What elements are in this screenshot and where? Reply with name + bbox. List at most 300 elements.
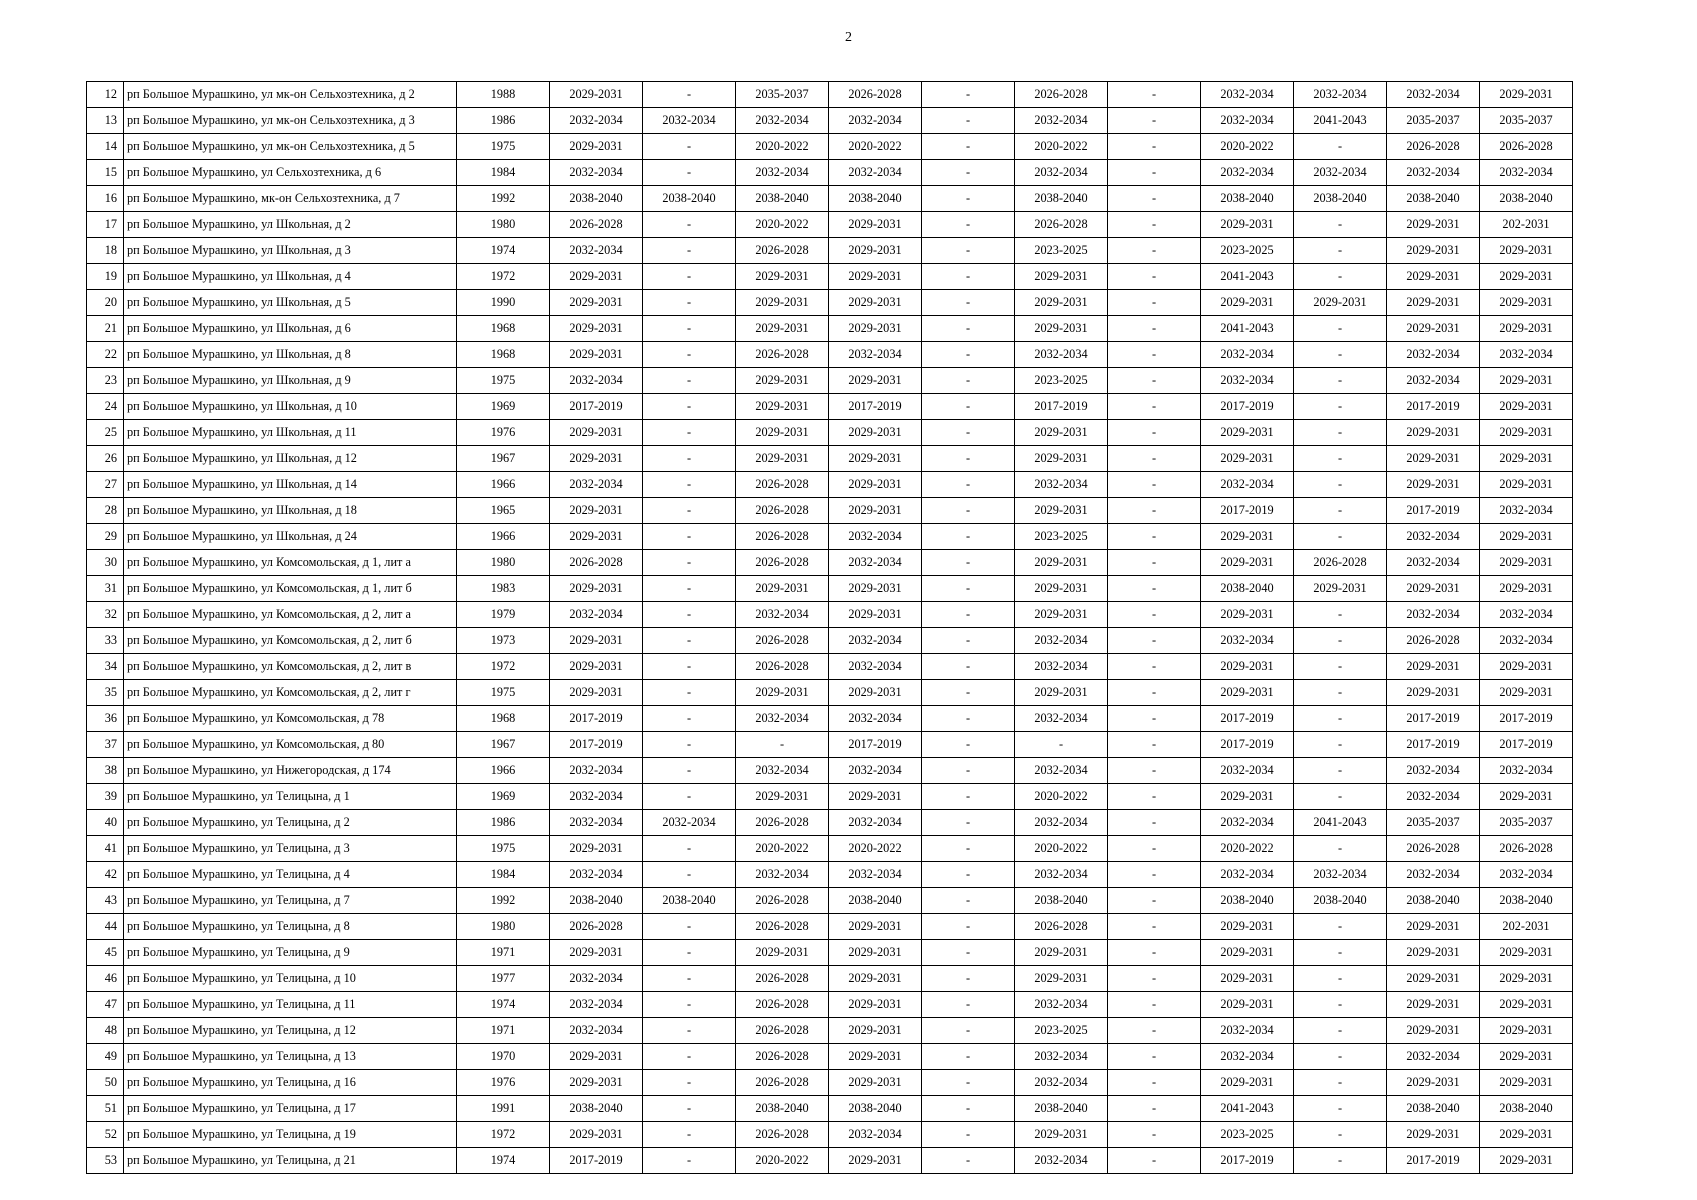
period-cell: 2032-2034 [829, 628, 922, 654]
address-cell: рп Большое Мурашкино, ул Школьная, д 8 [124, 342, 457, 368]
period-cell: 2029-2031 [1480, 1018, 1573, 1044]
period-cell: 2017-2019 [1015, 394, 1108, 420]
period-cell: - [643, 550, 736, 576]
period-cell: 2032-2034 [1387, 368, 1480, 394]
period-cell: 2017-2019 [1480, 706, 1573, 732]
row-number-cell: 20 [87, 290, 124, 316]
row-number-cell: 41 [87, 836, 124, 862]
year-cell: 1984 [457, 160, 550, 186]
period-cell: 2026-2028 [736, 810, 829, 836]
address-cell: рп Большое Мурашкино, ул Телицына, д 9 [124, 940, 457, 966]
address-cell: рп Большое Мурашкино, ул Комсомольская, д 78 [124, 706, 457, 732]
address-cell: рп Большое Мурашкино, ул Нижегородская, д 174 [124, 758, 457, 784]
period-cell: 2029-2031 [550, 836, 643, 862]
period-cell: - [922, 160, 1015, 186]
period-cell: 2032-2034 [550, 160, 643, 186]
period-cell: - [1108, 888, 1201, 914]
period-cell: - [643, 446, 736, 472]
period-cell: 2032-2034 [1387, 550, 1480, 576]
period-cell: 2038-2040 [643, 186, 736, 212]
year-cell: 1968 [457, 316, 550, 342]
period-cell: 2032-2034 [1387, 784, 1480, 810]
period-cell: 2029-2031 [550, 680, 643, 706]
address-cell: рп Большое Мурашкино, ул Телицына, д 21 [124, 1148, 457, 1174]
period-cell: 2029-2031 [829, 966, 922, 992]
period-cell: 2038-2040 [1015, 1096, 1108, 1122]
period-cell: - [643, 160, 736, 186]
row-number-cell: 51 [87, 1096, 124, 1122]
row-number-cell: 42 [87, 862, 124, 888]
period-cell: 2029-2031 [736, 420, 829, 446]
period-cell: 2026-2028 [736, 654, 829, 680]
period-cell: - [922, 186, 1015, 212]
period-cell: 2017-2019 [1387, 732, 1480, 758]
period-cell: 2029-2031 [829, 1148, 922, 1174]
period-cell: - [922, 446, 1015, 472]
address-cell: рп Большое Мурашкино, ул Телицына, д 12 [124, 1018, 457, 1044]
period-cell: 2029-2031 [1387, 992, 1480, 1018]
period-cell: 2029-2031 [1201, 992, 1294, 1018]
row-number-cell: 38 [87, 758, 124, 784]
period-cell: - [922, 784, 1015, 810]
period-cell: 2029-2031 [1480, 238, 1573, 264]
period-cell: - [736, 732, 829, 758]
period-cell: - [1108, 342, 1201, 368]
year-cell: 1967 [457, 732, 550, 758]
period-cell: - [1108, 602, 1201, 628]
table-row [87, 966, 1573, 992]
period-cell: 2032-2034 [550, 992, 643, 1018]
period-cell: - [1108, 1096, 1201, 1122]
period-cell: - [1108, 732, 1201, 758]
period-cell: 2020-2022 [1201, 134, 1294, 160]
row-number-cell: 14 [87, 134, 124, 160]
period-cell: 2029-2031 [1201, 212, 1294, 238]
period-cell: 2032-2034 [1480, 160, 1573, 186]
year-cell: 1991 [457, 1096, 550, 1122]
period-cell: - [1294, 394, 1387, 420]
year-cell: 1966 [457, 472, 550, 498]
period-cell: 2038-2040 [1201, 576, 1294, 602]
period-cell: 2029-2031 [736, 446, 829, 472]
period-cell: - [1294, 238, 1387, 264]
address-cell: рп Большое Мурашкино, ул Школьная, д 2 [124, 212, 457, 238]
year-cell: 1974 [457, 992, 550, 1018]
period-cell: 2026-2028 [736, 498, 829, 524]
period-cell: - [643, 238, 736, 264]
period-cell: 2029-2031 [1201, 914, 1294, 940]
year-cell: 1990 [457, 290, 550, 316]
period-cell: 202-2031 [1480, 914, 1573, 940]
year-cell: 1972 [457, 1122, 550, 1148]
period-cell: 2032-2034 [1015, 472, 1108, 498]
row-number-cell: 24 [87, 394, 124, 420]
period-cell: 2026-2028 [736, 1122, 829, 1148]
period-cell: 2032-2034 [829, 810, 922, 836]
period-cell: 2029-2031 [1201, 446, 1294, 472]
period-cell: 2029-2031 [1387, 264, 1480, 290]
period-cell: 2038-2040 [1201, 888, 1294, 914]
table-row [87, 82, 1573, 108]
period-cell: 2029-2031 [1387, 290, 1480, 316]
period-cell: 2041-2043 [1294, 108, 1387, 134]
period-cell: 2029-2031 [550, 420, 643, 446]
period-cell: - [643, 368, 736, 394]
period-cell: 2026-2028 [550, 212, 643, 238]
period-cell: 2032-2034 [1387, 758, 1480, 784]
period-cell: 2026-2028 [736, 342, 829, 368]
period-cell: 2032-2034 [1015, 706, 1108, 732]
period-cell: 2029-2031 [829, 498, 922, 524]
period-cell: - [1294, 1096, 1387, 1122]
period-cell: - [1294, 212, 1387, 238]
year-cell: 1968 [457, 342, 550, 368]
period-cell: 2035-2037 [1387, 810, 1480, 836]
year-cell: 1976 [457, 420, 550, 446]
period-cell: 2035-2037 [1480, 810, 1573, 836]
table-row [87, 628, 1573, 654]
period-cell: 2032-2034 [1201, 108, 1294, 134]
row-number-cell: 15 [87, 160, 124, 186]
period-cell: - [643, 1096, 736, 1122]
year-cell: 1965 [457, 498, 550, 524]
period-cell: 2029-2031 [1015, 264, 1108, 290]
period-cell: 2032-2034 [1480, 498, 1573, 524]
period-cell: 2029-2031 [1387, 914, 1480, 940]
period-cell: - [1108, 524, 1201, 550]
row-number-cell: 22 [87, 342, 124, 368]
period-cell: - [1108, 316, 1201, 342]
period-cell: 2029-2031 [829, 1018, 922, 1044]
period-cell: - [1294, 524, 1387, 550]
table-row [87, 342, 1573, 368]
period-cell: 2029-2031 [1387, 1070, 1480, 1096]
row-number-cell: 29 [87, 524, 124, 550]
period-cell: 2032-2034 [1015, 810, 1108, 836]
table-row [87, 472, 1573, 498]
period-cell: 2032-2034 [829, 1122, 922, 1148]
period-cell: 2029-2031 [1480, 992, 1573, 1018]
table-row [87, 862, 1573, 888]
period-cell: 2020-2022 [829, 134, 922, 160]
period-cell: - [1294, 966, 1387, 992]
period-cell: - [1108, 992, 1201, 1018]
period-cell: 2029-2031 [736, 316, 829, 342]
period-cell: 2041-2043 [1201, 316, 1294, 342]
period-cell: 2029-2031 [1480, 550, 1573, 576]
year-cell: 1980 [457, 212, 550, 238]
period-cell: 2029-2031 [550, 498, 643, 524]
period-cell: 2038-2040 [1294, 888, 1387, 914]
period-cell: - [922, 602, 1015, 628]
period-cell: - [643, 498, 736, 524]
row-number-cell: 23 [87, 368, 124, 394]
period-cell: - [643, 1122, 736, 1148]
period-cell: - [1294, 1018, 1387, 1044]
period-cell: - [1108, 264, 1201, 290]
period-cell: 2029-2031 [829, 992, 922, 1018]
period-cell: 2029-2031 [829, 576, 922, 602]
address-cell: рп Большое Мурашкино, ул Телицына, д 2 [124, 810, 457, 836]
period-cell: 2029-2031 [1201, 420, 1294, 446]
period-cell: 2029-2031 [1201, 784, 1294, 810]
period-cell: 2020-2022 [736, 1148, 829, 1174]
period-cell: - [922, 680, 1015, 706]
period-cell: - [643, 836, 736, 862]
period-cell: 2032-2034 [1015, 862, 1108, 888]
period-cell: 2032-2034 [829, 108, 922, 134]
period-cell: 2029-2031 [829, 472, 922, 498]
period-cell: 2029-2031 [736, 940, 829, 966]
period-cell: 2038-2040 [1387, 186, 1480, 212]
period-cell: 2032-2034 [1201, 160, 1294, 186]
period-cell: 2029-2031 [550, 316, 643, 342]
period-cell: 2032-2034 [829, 524, 922, 550]
period-cell: 2029-2031 [829, 784, 922, 810]
period-cell: 2026-2028 [1294, 550, 1387, 576]
address-cell: рп Большое Мурашкино, ул Школьная, д 3 [124, 238, 457, 264]
year-cell: 1969 [457, 784, 550, 810]
period-cell: - [922, 316, 1015, 342]
period-cell: 2017-2019 [1201, 498, 1294, 524]
address-cell: рп Большое Мурашкино, ул Телицына, д 8 [124, 914, 457, 940]
period-cell: 2032-2034 [643, 810, 736, 836]
address-cell: рп Большое Мурашкино, ул Телицына, д 4 [124, 862, 457, 888]
period-cell: 2017-2019 [829, 394, 922, 420]
period-cell: - [922, 420, 1015, 446]
table-row [87, 264, 1573, 290]
period-cell: 2026-2028 [736, 524, 829, 550]
period-cell: - [643, 628, 736, 654]
period-cell: - [643, 472, 736, 498]
period-cell: 2029-2031 [1387, 238, 1480, 264]
period-cell: 2023-2025 [1015, 368, 1108, 394]
period-cell: 2017-2019 [1480, 732, 1573, 758]
period-cell: 2032-2034 [829, 550, 922, 576]
year-cell: 1971 [457, 1018, 550, 1044]
period-cell: - [1294, 758, 1387, 784]
period-cell: 2032-2034 [1015, 992, 1108, 1018]
address-cell: рп Большое Мурашкино, ул мк-он Сельхозтехника, д 5 [124, 134, 457, 160]
period-cell: 2029-2031 [736, 264, 829, 290]
table-row [87, 108, 1573, 134]
period-cell: - [922, 238, 1015, 264]
period-cell: - [922, 472, 1015, 498]
period-cell: 2032-2034 [1201, 472, 1294, 498]
period-cell: - [1108, 1122, 1201, 1148]
period-cell: 2029-2031 [1387, 940, 1480, 966]
period-cell: 2032-2034 [1387, 862, 1480, 888]
period-cell: - [1108, 82, 1201, 108]
year-cell: 1975 [457, 368, 550, 394]
period-cell: - [922, 628, 1015, 654]
period-cell: 2020-2022 [1015, 134, 1108, 160]
period-cell: 2026-2028 [1480, 134, 1573, 160]
period-cell: - [1294, 654, 1387, 680]
period-cell: 2029-2031 [550, 1070, 643, 1096]
period-cell: - [1108, 108, 1201, 134]
period-cell: 2029-2031 [1387, 680, 1480, 706]
period-cell: 2032-2034 [1294, 82, 1387, 108]
period-cell: 2032-2034 [1201, 82, 1294, 108]
period-cell: 2032-2034 [1015, 342, 1108, 368]
period-cell: - [922, 342, 1015, 368]
period-cell: 2026-2028 [736, 628, 829, 654]
period-cell: 2029-2031 [1480, 1122, 1573, 1148]
row-number-cell: 36 [87, 706, 124, 732]
row-number-cell: 45 [87, 940, 124, 966]
table-row [87, 1018, 1573, 1044]
period-cell: - [643, 602, 736, 628]
period-cell: 2029-2031 [829, 368, 922, 394]
table-row [87, 654, 1573, 680]
year-cell: 1968 [457, 706, 550, 732]
period-cell: - [922, 1018, 1015, 1044]
period-cell: - [643, 1044, 736, 1070]
table-row [87, 394, 1573, 420]
year-cell: 1975 [457, 836, 550, 862]
period-cell: 2020-2022 [1015, 836, 1108, 862]
table-row [87, 238, 1573, 264]
year-cell: 1992 [457, 888, 550, 914]
period-cell: 2026-2028 [736, 966, 829, 992]
period-cell: - [1294, 134, 1387, 160]
year-cell: 1975 [457, 134, 550, 160]
period-cell: 2032-2034 [550, 602, 643, 628]
row-number-cell: 26 [87, 446, 124, 472]
period-cell: 2029-2031 [829, 602, 922, 628]
period-cell: 2029-2031 [1015, 550, 1108, 576]
period-cell: 2029-2031 [736, 680, 829, 706]
address-cell: рп Большое Мурашкино, ул Телицына, д 3 [124, 836, 457, 862]
period-cell: 2029-2031 [1480, 940, 1573, 966]
period-cell: - [643, 1070, 736, 1096]
period-cell: - [922, 498, 1015, 524]
period-cell: - [1294, 706, 1387, 732]
period-cell: 2029-2031 [1201, 524, 1294, 550]
period-cell: 2026-2028 [736, 238, 829, 264]
row-number-cell: 43 [87, 888, 124, 914]
period-cell: 2032-2034 [736, 706, 829, 732]
period-cell: 2029-2031 [1387, 446, 1480, 472]
period-cell: - [922, 212, 1015, 238]
row-number-cell: 17 [87, 212, 124, 238]
year-cell: 1966 [457, 524, 550, 550]
period-cell: 2032-2034 [1294, 862, 1387, 888]
period-cell: 2032-2034 [1201, 810, 1294, 836]
period-cell: 2029-2031 [1387, 966, 1480, 992]
period-cell: 2035-2037 [1480, 108, 1573, 134]
period-cell: - [922, 706, 1015, 732]
year-cell: 1980 [457, 550, 550, 576]
period-cell: 2017-2019 [1387, 1148, 1480, 1174]
period-cell: 2032-2034 [1387, 1044, 1480, 1070]
period-cell: - [922, 836, 1015, 862]
table-row [87, 992, 1573, 1018]
period-cell: 2041-2043 [1294, 810, 1387, 836]
period-cell: 2029-2031 [1387, 472, 1480, 498]
period-cell: 2038-2040 [736, 1096, 829, 1122]
period-cell: - [643, 732, 736, 758]
period-cell: 2029-2031 [736, 290, 829, 316]
period-cell: - [922, 1044, 1015, 1070]
row-number-cell: 34 [87, 654, 124, 680]
period-cell: - [643, 758, 736, 784]
table-row [87, 940, 1573, 966]
period-cell: - [922, 1070, 1015, 1096]
period-cell: 2026-2028 [1015, 914, 1108, 940]
address-cell: рп Большое Мурашкино, ул Школьная, д 24 [124, 524, 457, 550]
period-cell: 2029-2031 [829, 290, 922, 316]
period-cell: - [922, 524, 1015, 550]
period-cell: 2032-2034 [1201, 628, 1294, 654]
row-number-cell: 48 [87, 1018, 124, 1044]
period-cell: 2032-2034 [1480, 342, 1573, 368]
period-cell: - [922, 82, 1015, 108]
table-row [87, 706, 1573, 732]
period-cell: 2032-2034 [1480, 758, 1573, 784]
period-cell: 2026-2028 [1387, 134, 1480, 160]
period-cell: 2032-2034 [1015, 160, 1108, 186]
period-cell: - [1294, 1044, 1387, 1070]
table-row [87, 888, 1573, 914]
period-cell: 2041-2043 [1201, 264, 1294, 290]
period-cell: - [1108, 914, 1201, 940]
period-cell: 2023-2025 [1201, 1122, 1294, 1148]
row-number-cell: 32 [87, 602, 124, 628]
period-cell: - [1294, 628, 1387, 654]
table-row [87, 784, 1573, 810]
period-cell: - [922, 1122, 1015, 1148]
address-cell: рп Большое Мурашкино, ул Комсомольская, д 2, лит б [124, 628, 457, 654]
period-cell: 2029-2031 [1480, 446, 1573, 472]
period-cell: 2029-2031 [1387, 212, 1480, 238]
period-cell: 2029-2031 [1480, 784, 1573, 810]
table-row [87, 1044, 1573, 1070]
period-cell: 2026-2028 [736, 550, 829, 576]
row-number-cell: 49 [87, 1044, 124, 1070]
row-number-cell: 21 [87, 316, 124, 342]
period-cell: - [643, 966, 736, 992]
period-cell: 2017-2019 [1201, 732, 1294, 758]
address-cell: рп Большое Мурашкино, ул Школьная, д 12 [124, 446, 457, 472]
period-cell: 2017-2019 [550, 1148, 643, 1174]
table-row [87, 836, 1573, 862]
year-cell: 1974 [457, 238, 550, 264]
period-cell: - [922, 992, 1015, 1018]
period-cell: - [1294, 264, 1387, 290]
period-cell: 2017-2019 [829, 732, 922, 758]
period-cell: 2029-2031 [550, 1122, 643, 1148]
period-cell: 2029-2031 [1201, 1070, 1294, 1096]
table-row [87, 576, 1573, 602]
period-cell: - [1108, 1018, 1201, 1044]
period-cell: 2032-2034 [550, 862, 643, 888]
period-cell: - [643, 134, 736, 160]
period-cell: 2026-2028 [550, 550, 643, 576]
table-row [87, 420, 1573, 446]
period-cell: 2032-2034 [829, 706, 922, 732]
period-cell: 2017-2019 [1387, 706, 1480, 732]
period-cell: - [1108, 472, 1201, 498]
period-cell: - [922, 888, 1015, 914]
year-cell: 1974 [457, 1148, 550, 1174]
period-cell: - [1294, 316, 1387, 342]
period-cell: 2032-2034 [1015, 1044, 1108, 1070]
year-cell: 1973 [457, 628, 550, 654]
period-cell: 2032-2034 [1387, 602, 1480, 628]
period-cell: - [1108, 550, 1201, 576]
